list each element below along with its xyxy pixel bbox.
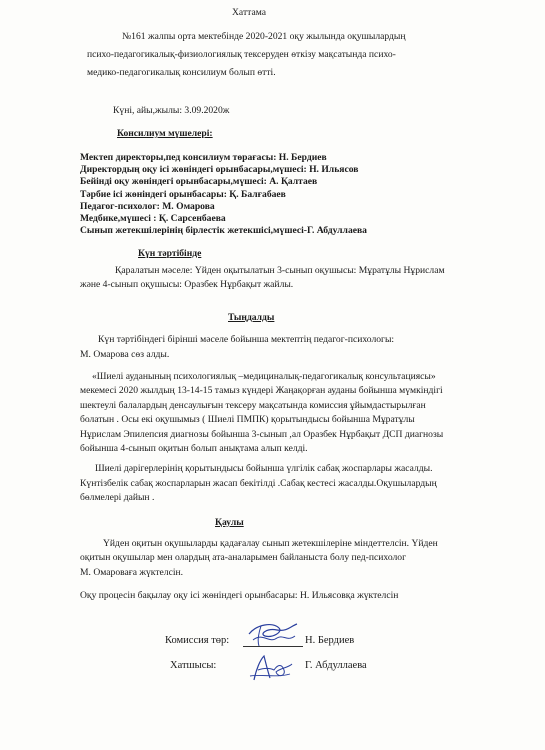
heard-line: болатын . Осы екі оқушымыз ( Шиелі ПМПК) қорытындысы бойынша Мұратұлы: [80, 414, 415, 425]
decision-line: Үйден оқитын оқушыларды қадағалау сынып жетекшілеріне міндеттелсін. Үйден: [103, 538, 438, 549]
member-line: Педагог-психолог: М. Омарова: [80, 201, 215, 212]
member-line: Сынып жетекшілерінің бірлестік жетекшісі,мүшесі-Г. Абдуллаева: [80, 225, 367, 236]
member-line: Бейіндi оқу жөніндегі орынбасары,мүшесі: А. Қалтаев: [80, 176, 318, 187]
signature-role: Хатшысы:: [170, 660, 217, 671]
document-title: Хаттама: [232, 7, 266, 18]
agenda-line: Қаралатын мәселе: Үйден оқытылатын 3-сынып оқушысы: Мұратұлы Нұрислам: [115, 265, 445, 276]
member-line: Мектеп директоры,пед консилиум төрағасы: Н. Бердиев: [80, 152, 327, 163]
signature-name: Г. Абдуллаева: [305, 660, 367, 671]
intro-line: медико-педагогикалық консилиум болып өтті.: [87, 67, 276, 78]
date-line: Күні, айы,жылы: 3.09.2020ж: [113, 105, 230, 116]
intro-line: №161 жалпы орта мектебінде 2020-2021 оқу жылында оқушылардың: [122, 31, 406, 42]
member-line: Директордың оқу ісі жөніндегі орынбасары,мүшесі: Н. Ильясов: [80, 164, 359, 175]
heard-line: бойынша 4-сынып оқитын болып анықтама алып келді.: [80, 443, 308, 454]
signature-role: Комиссия төр:: [165, 635, 230, 646]
decision-line: оқитын оқушылар мен олардың ата-аналарымен байланыста болу пед-психолог: [80, 552, 407, 563]
decision-line: М. Омароваға жүктелсін.: [80, 567, 184, 578]
signature-name: Н. Бердиев: [305, 635, 355, 646]
intro-line: психо-педагогикалық-физиологиялық тексеруден өткізу мақсатында психо-: [87, 49, 396, 60]
decision-line: Оқу процесін бақылау оқу ісі жөніндегі орынбасары: Н. Ильясовқа жүктелсін: [80, 590, 399, 601]
agenda-line: және 4-сынып оқушысы: Оразбек Нұрбақыт жайлы.: [80, 279, 294, 290]
heard-line: мекемесі 2020 жылдың 13-14-15 тамыз күндері Жаңақорған ауданы бойынша мүмкіндігі: [80, 385, 443, 396]
secretary-signature: [246, 650, 296, 684]
members-heading: Консилиум мүшелері:: [117, 128, 213, 139]
heard-line: Күнтізбелік сабақ жоспарларын жасап бекітілді .Сабақ кестесі жасалды.Оқушылардың: [80, 478, 437, 489]
decision-heading: Қаулы: [215, 517, 244, 528]
heard-line: М. Омарова сөз алды.: [80, 349, 170, 360]
heard-line: Күн тәртібіндегі бірінші мәселе бойынша мектептің педагог-психологы:: [98, 334, 395, 345]
member-line: Тәрбие ісі жөніндегі орынбасары: Қ. Балғабаев: [80, 189, 286, 200]
heard-line: шектеулі балалардың денсаулығын тексеру мақсатында комиссия ұйымдастырылған: [80, 400, 426, 411]
heard-line: Нұрислам Эпилепсия диагнозы бойынша 3-сынып ,ал Оразбек Нұрбақыт ДСП диагнозы: [80, 429, 444, 440]
chairman-signature: [243, 618, 303, 652]
heard-line: бөлмелері дайын .: [80, 492, 155, 503]
agenda-heading: Күн тәртібінде: [138, 248, 202, 259]
member-line: Медбике,мүшесі : Қ. Сарсенбаева: [80, 213, 226, 224]
heard-line: Шиелі дәрігерлерінің қорытындысы бойынша үлгілік сабақ жоспарлары жасалды.: [95, 463, 433, 474]
heard-line: «Шиелі ауданының психологиялық –медициналық-педагогикалық консультациясы»: [92, 371, 436, 382]
heard-heading: Тыңдалды: [228, 312, 275, 323]
